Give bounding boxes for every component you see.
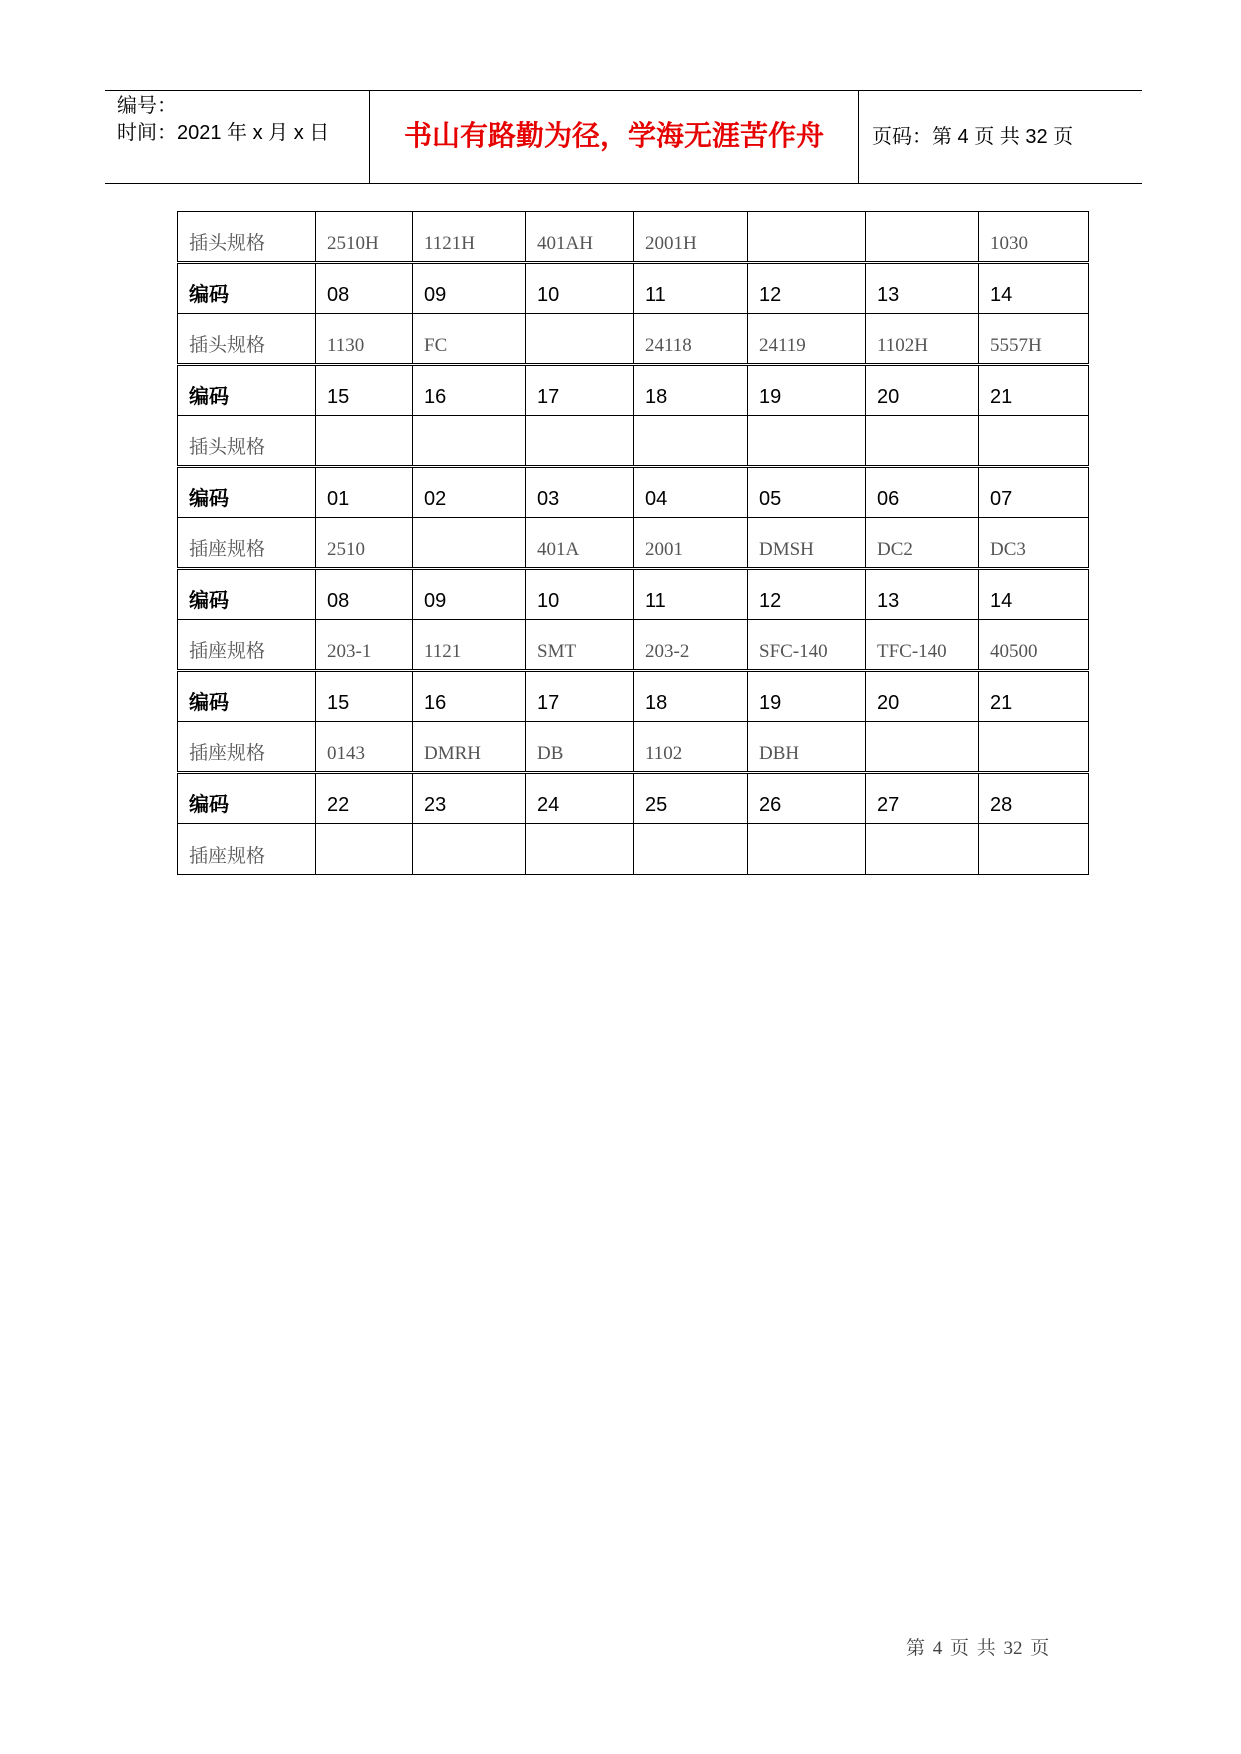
- table-cell: 18: [634, 365, 748, 416]
- table-cell: 08: [316, 569, 413, 620]
- page-footer: 第 4 页 共 32 页: [906, 1638, 1050, 1659]
- table-cell: 21: [979, 365, 1089, 416]
- table-cell: [413, 416, 526, 467]
- table-cell: 22: [316, 773, 413, 824]
- table-cell: 203-1: [316, 620, 413, 671]
- table-cell: 16: [413, 365, 526, 416]
- table-cell: 18: [634, 671, 748, 722]
- table-cell: 5557H: [979, 314, 1089, 365]
- table-cell: 1121: [413, 620, 526, 671]
- table-cell: 17: [526, 671, 634, 722]
- table-cell: 13: [866, 263, 979, 314]
- header-motto: 书山有路勤为径，学海无涯苦作舟: [403, 119, 824, 152]
- table-cell: 17: [526, 365, 634, 416]
- table-cell: [634, 824, 748, 875]
- table-cell: [748, 212, 866, 263]
- table-cell: [413, 518, 526, 569]
- spec-row: [178, 620, 1089, 671]
- table-cell: 02: [413, 467, 526, 518]
- table-cell: 24: [526, 773, 634, 824]
- row-label: 插头规格: [178, 314, 316, 365]
- spec-row: [178, 518, 1089, 569]
- header-page-number: 页码：第 4 页 共 32 页: [872, 126, 1074, 148]
- table-cell: DBH: [748, 722, 866, 773]
- row-label: 插座规格: [178, 824, 316, 875]
- table-cell: 24118: [634, 314, 748, 365]
- table-cell: SFC-140: [748, 620, 866, 671]
- table-cell: 20: [866, 671, 979, 722]
- table-cell: 12: [748, 263, 866, 314]
- code-row: [178, 671, 1089, 722]
- table-cell: 28: [979, 773, 1089, 824]
- row-label: 插座规格: [178, 518, 316, 569]
- table-cell: 26: [748, 773, 866, 824]
- table-cell: 2510: [316, 518, 413, 569]
- table-cell: 11: [634, 569, 748, 620]
- spec-row: [178, 416, 1089, 467]
- table-cell: 03: [526, 467, 634, 518]
- spec-row: [178, 722, 1089, 773]
- table-cell: DC2: [866, 518, 979, 569]
- table-cell: [979, 824, 1089, 875]
- table-cell: 07: [979, 467, 1089, 518]
- table-cell: [866, 722, 979, 773]
- table-cell: 1121H: [413, 212, 526, 263]
- table-cell: 27: [866, 773, 979, 824]
- row-label: 插座规格: [178, 722, 316, 773]
- table-cell: 12: [748, 569, 866, 620]
- table-cell: 1102H: [866, 314, 979, 365]
- table-cell: 09: [413, 569, 526, 620]
- table-cell: [526, 416, 634, 467]
- table-cell: 19: [748, 365, 866, 416]
- table-cell: [316, 416, 413, 467]
- table-cell: 01: [316, 467, 413, 518]
- header-divider-right: [858, 90, 859, 184]
- table-cell: TFC-140: [866, 620, 979, 671]
- table-cell: 0143: [316, 722, 413, 773]
- table-cell: 09: [413, 263, 526, 314]
- header-top-rule: [105, 90, 1142, 91]
- table-cell: [634, 416, 748, 467]
- table-cell: 2001H: [634, 212, 748, 263]
- table-cell: 203-2: [634, 620, 748, 671]
- table-cell: 1030: [979, 212, 1089, 263]
- row-label: 编码: [178, 569, 316, 620]
- plug-socket-spec-table: [177, 211, 1089, 875]
- spec-row: [178, 314, 1089, 365]
- table-cell: 401AH: [526, 212, 634, 263]
- table-cell: 23: [413, 773, 526, 824]
- code-row: [178, 467, 1089, 518]
- table-cell: 2510H: [316, 212, 413, 263]
- table-cell: SMT: [526, 620, 634, 671]
- table-cell: 13: [866, 569, 979, 620]
- table-cell: DC3: [979, 518, 1089, 569]
- row-label: 编码: [178, 467, 316, 518]
- row-label: 插座规格: [178, 620, 316, 671]
- table-cell: [979, 722, 1089, 773]
- table-cell: 2001: [634, 518, 748, 569]
- document-date: 时间：2021 年 x 月 x 日: [117, 122, 330, 144]
- table-cell: 21: [979, 671, 1089, 722]
- table-cell: 14: [979, 569, 1089, 620]
- table-body: [178, 212, 1089, 875]
- table-cell: 1102: [634, 722, 748, 773]
- table-cell: 20: [866, 365, 979, 416]
- table-cell: [748, 824, 866, 875]
- table-cell: 24119: [748, 314, 866, 365]
- table-cell: 05: [748, 467, 866, 518]
- row-label: 编码: [178, 263, 316, 314]
- table-cell: 15: [316, 671, 413, 722]
- table-cell: 16: [413, 671, 526, 722]
- header-bottom-rule: [105, 183, 1142, 184]
- table-cell: [316, 824, 413, 875]
- table-cell: 10: [526, 569, 634, 620]
- row-label: 编码: [178, 773, 316, 824]
- table-cell: [413, 824, 526, 875]
- code-row: [178, 773, 1089, 824]
- table-cell: [526, 824, 634, 875]
- row-label: 编码: [178, 671, 316, 722]
- table-cell: 10: [526, 263, 634, 314]
- table-cell: 401A: [526, 518, 634, 569]
- table-cell: 06: [866, 467, 979, 518]
- code-row: [178, 263, 1089, 314]
- row-label: 插头规格: [178, 416, 316, 467]
- table-cell: 19: [748, 671, 866, 722]
- table-cell: 40500: [979, 620, 1089, 671]
- table-cell: DMRH: [413, 722, 526, 773]
- document-number-label: 编号：: [117, 95, 177, 117]
- table-cell: 08: [316, 263, 413, 314]
- table-cell: DMSH: [748, 518, 866, 569]
- table-cell: [526, 314, 634, 365]
- table-cell: 11: [634, 263, 748, 314]
- table-cell: 1130: [316, 314, 413, 365]
- spec-row: [178, 824, 1089, 875]
- code-row: [178, 365, 1089, 416]
- code-row: [178, 569, 1089, 620]
- table-cell: 25: [634, 773, 748, 824]
- table-cell: [866, 416, 979, 467]
- header-info: [117, 93, 329, 147]
- table-cell: 14: [979, 263, 1089, 314]
- table-cell: [748, 416, 866, 467]
- table-cell: [866, 212, 979, 263]
- table-cell: FC: [413, 314, 526, 365]
- spec-row: [178, 212, 1089, 263]
- table-cell: [866, 824, 979, 875]
- table-cell: 15: [316, 365, 413, 416]
- row-label: 插头规格: [178, 212, 316, 263]
- row-label: 编码: [178, 365, 316, 416]
- table-cell: 04: [634, 467, 748, 518]
- table-cell: DB: [526, 722, 634, 773]
- table-cell: [979, 416, 1089, 467]
